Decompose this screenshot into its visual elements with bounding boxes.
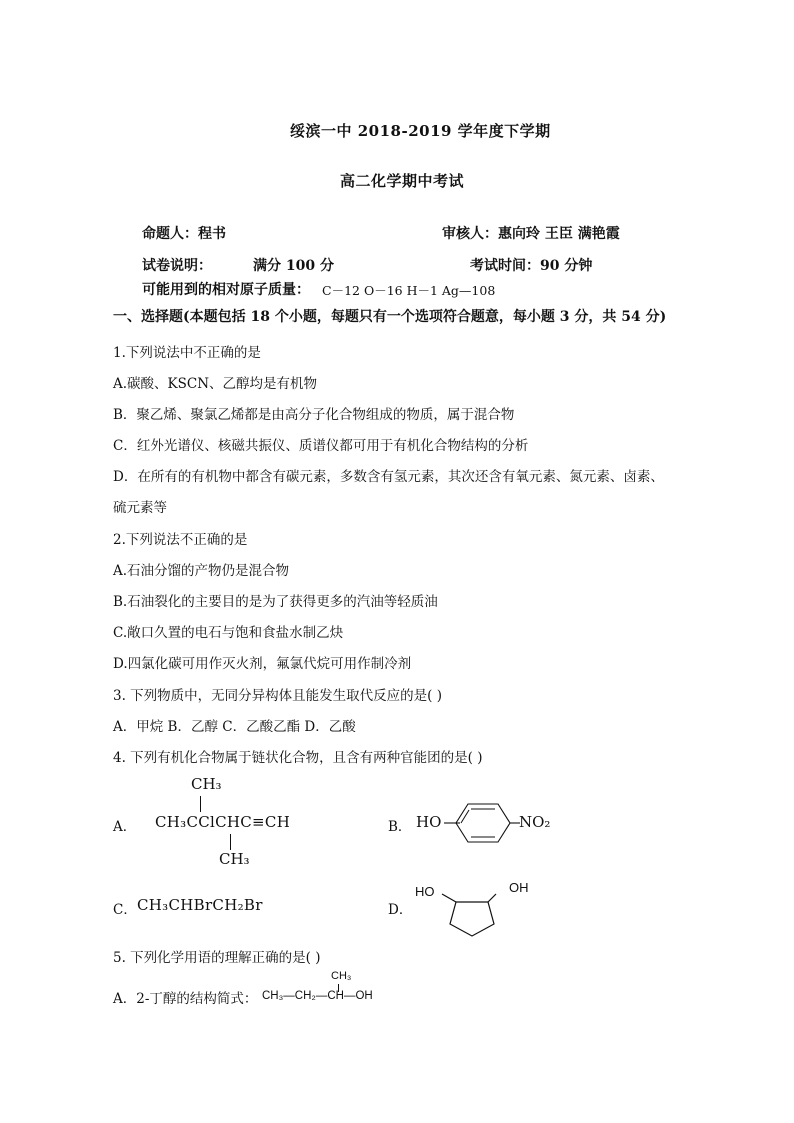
q5-stem: 5. 下列化学用语的理解正确的是( ) [113,950,321,966]
atomic-mass-label: 可能用到的相对原子质量： [142,282,310,298]
reviewer: 审核人：惠向玲 王臣 满艳霞 [442,226,620,242]
q4-b-ho: HO [416,813,442,831]
q4-d-label: D． [388,902,413,918]
atomic-masses: C－12 O－16 H－1 Ag—108 [322,283,496,298]
q1-option-b: B．聚乙烯、聚氯乙烯都是由高分子化合物组成的物质，属于混合物 [113,407,515,423]
q1-option-d-line2: 硫元素等 [113,500,167,516]
q5-option-a-label: A．2-丁醇的结构简式： [113,991,258,1007]
q4-a-formula: CH₃CClCHC≡CH [155,813,291,831]
school-title: 绥滨一中 2018-2019 学年度下学期 [290,122,551,140]
q4-d-ho: HO [415,884,435,899]
q2-option-d: D.四氯化碳可用作灭火剂，氟氯代烷可用作制冷剂 [113,656,412,672]
author: 命题人：程书 [142,226,226,242]
q2-option-a: A.石油分馏的产物仍是混合物 [113,563,290,579]
q4-a-top-methyl: CH₃ [191,775,222,793]
q4-a-bottom-methyl: CH₃ [219,850,250,868]
q1-option-d-line1: D．在所有的有机物中都含有碳元素，多数含有氢元素，其次还含有氧元素、氮元素、卤素、 [113,469,664,485]
q1-stem: 1.下列说法中不正确的是 [113,345,261,361]
q4-a-top-bond [200,796,201,812]
q4-a-bottom-bond [230,834,231,850]
q3-stem: 3. 下列物质中，无同分异构体且能发生取代反应的是( ) [113,688,442,704]
q4-stem: 4. 下列有机化合物属于链状化合物，且含有两种官能团的是( ) [113,750,483,766]
exam-time: 考试时间：90 分钟 [470,258,593,274]
q4-b-label: B． [388,819,412,835]
q2-stem: 2.下列说法不正确的是 [113,532,248,548]
q4-d-oh: OH [509,880,529,895]
notes-label: 试卷说明： [142,258,212,274]
q2-option-c: C.敞口久置的电石与饱和食盐水制乙炔 [113,625,344,641]
q5-a-formula: CH₃—CH₂—CH—OH [262,990,373,1002]
q5-a-top-methyl: CH₃ [331,970,352,982]
q3-options: A．甲烷 B．乙醇 C．乙酸乙酯 D．乙酸 [113,719,356,735]
q1-option-c: C．红外光谱仪、核磁共振仪、质谱仪都可用于有机化合物结构的分析 [113,438,529,454]
q1-option-a: A.碳酸、KSCN、乙醇均是有机物 [113,376,318,392]
q4-b-benzene-ring [444,800,522,846]
q4-a-label: A． [113,819,137,835]
q4-d-cyclopentane-ring [436,888,516,938]
q4-b-no2: NO₂ [519,813,551,831]
q4-c-label: C． [113,902,137,918]
section1-heading: 一、选择题(本题包括 18 个小题，每题只有一个选项符合题意，每小题 3 分，共 54 分) [113,309,667,325]
q2-option-b: B.石油裂化的主要目的是为了获得更多的汽油等轻质油 [113,594,438,610]
exam-title: 高二化学期中考试 [340,172,465,190]
full-score: 满分 100 分 [253,258,334,274]
q4-c-formula: CH₃CHBrCH₂Br [137,896,263,914]
